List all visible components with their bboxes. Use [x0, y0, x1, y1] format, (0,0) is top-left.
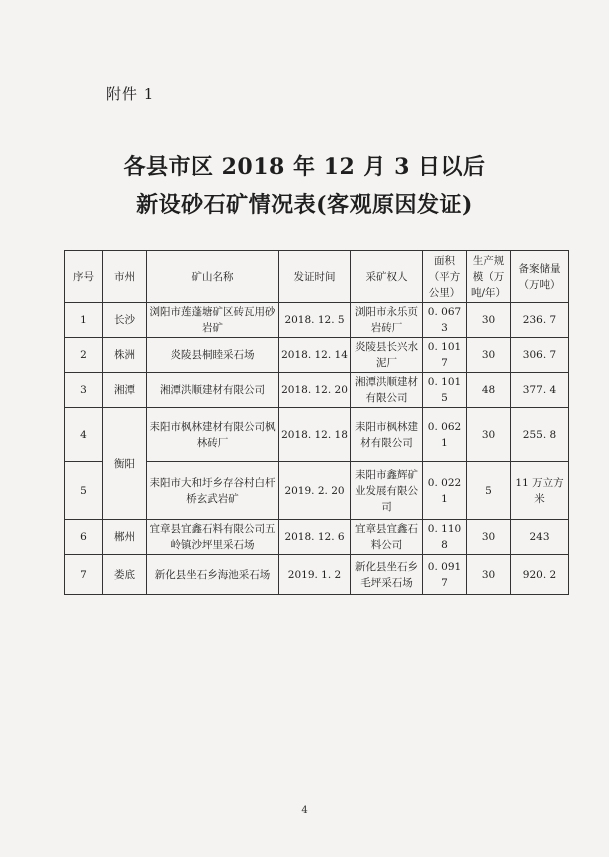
cell-date: 2018. 12. 20 — [279, 373, 351, 408]
cell-scale: 5 — [467, 462, 511, 520]
page-number: 4 — [301, 805, 308, 816]
cell-scale: 30 — [467, 520, 511, 555]
header-area: 面积（平方公里） — [423, 251, 467, 303]
cell-date: 2019. 1. 2 — [279, 555, 351, 595]
cell-city: 衡阳 — [103, 408, 147, 520]
mine-table — [64, 250, 569, 595]
title-line-2: 新设砂石矿情况表(客观原因发证) — [136, 192, 473, 218]
cell-no: 5 — [65, 462, 103, 520]
cell-area: 0. 0673 — [423, 303, 467, 338]
cell-area: 0. 0917 — [423, 555, 467, 595]
cell-mine: 宜章县宜鑫石料有限公司五岭镇沙坪里采石场 — [147, 520, 279, 555]
table-row — [65, 555, 569, 595]
cell-reserve: 377. 4 — [511, 373, 569, 408]
cell-mine: 浏阳市莲蓬塘矿区砖瓦用砂岩矿 — [147, 303, 279, 338]
cell-mine: 湘潭洪顺建材有限公司 — [147, 373, 279, 408]
table-row — [65, 303, 569, 338]
header-reserve: 备案储量（万吨） — [511, 251, 569, 303]
cell-date: 2018. 12. 6 — [279, 520, 351, 555]
table-row — [65, 373, 569, 408]
cell-owner: 新化县坐石乡毛坪采石场 — [351, 555, 423, 595]
cell-scale: 48 — [467, 373, 511, 408]
cell-scale: 30 — [467, 303, 511, 338]
cell-owner: 湘潭洪顺建材有限公司 — [351, 373, 423, 408]
header-city: 市州 — [103, 251, 147, 303]
cell-scale: 30 — [467, 338, 511, 373]
header-owner: 采矿权人 — [351, 251, 423, 303]
cell-city: 湘潭 — [103, 373, 147, 408]
cell-no: 6 — [65, 520, 103, 555]
cell-mine: 炎陵县桐睦采石场 — [147, 338, 279, 373]
attachment-label: 附件 1 — [106, 85, 155, 103]
cell-mine: 耒阳市枫林建材有限公司枫林砖厂 — [147, 408, 279, 462]
cell-owner: 炎陵县长兴水泥厂 — [351, 338, 423, 373]
cell-no: 7 — [65, 555, 103, 595]
cell-city: 长沙 — [103, 303, 147, 338]
cell-reserve: 11 万立方米 — [511, 462, 569, 520]
cell-city: 娄底 — [103, 555, 147, 595]
cell-reserve: 920. 2 — [511, 555, 569, 595]
cell-city: 郴州 — [103, 520, 147, 555]
cell-scale: 30 — [467, 555, 511, 595]
header-scale: 生产规模（万吨/年） — [467, 251, 511, 303]
cell-mine: 耒阳市大和圩乡存谷村白杆桥玄武岩矿 — [147, 462, 279, 520]
cell-date: 2018. 12. 18 — [279, 408, 351, 462]
cell-no: 1 — [65, 303, 103, 338]
table-row — [65, 520, 569, 555]
cell-area: 0. 0221 — [423, 462, 467, 520]
cell-no: 3 — [65, 373, 103, 408]
cell-scale: 30 — [467, 408, 511, 462]
cell-no: 4 — [65, 408, 103, 462]
header-mine: 矿山名称 — [147, 251, 279, 303]
cell-reserve: 255. 8 — [511, 408, 569, 462]
cell-area: 0. 1108 — [423, 520, 467, 555]
cell-city: 株洲 — [103, 338, 147, 373]
cell-date: 2018. 12. 14 — [279, 338, 351, 373]
cell-reserve: 236. 7 — [511, 303, 569, 338]
cell-area: 0. 1015 — [423, 373, 467, 408]
cell-reserve: 243 — [511, 520, 569, 555]
table-header-row — [65, 251, 569, 303]
header-no: 序号 — [65, 251, 103, 303]
header-date: 发证时间 — [279, 251, 351, 303]
table-row — [65, 408, 569, 462]
table-row — [65, 338, 569, 373]
title-line-1: 各县市区 2018 年 12 月 3 日以后 — [123, 154, 486, 180]
cell-owner: 耒阳市枫林建材有限公司 — [351, 408, 423, 462]
cell-area: 0. 1017 — [423, 338, 467, 373]
cell-mine: 新化县坐石乡海池采石场 — [147, 555, 279, 595]
cell-no: 2 — [65, 338, 103, 373]
cell-date: 2019. 2. 20 — [279, 462, 351, 520]
cell-reserve: 306. 7 — [511, 338, 569, 373]
cell-date: 2018. 12. 5 — [279, 303, 351, 338]
cell-owner: 耒阳市鑫辉矿业发展有限公司 — [351, 462, 423, 520]
cell-area: 0. 0621 — [423, 408, 467, 462]
cell-owner: 宜章县宜鑫石料公司 — [351, 520, 423, 555]
cell-owner: 浏阳市永乐页岩砖厂 — [351, 303, 423, 338]
